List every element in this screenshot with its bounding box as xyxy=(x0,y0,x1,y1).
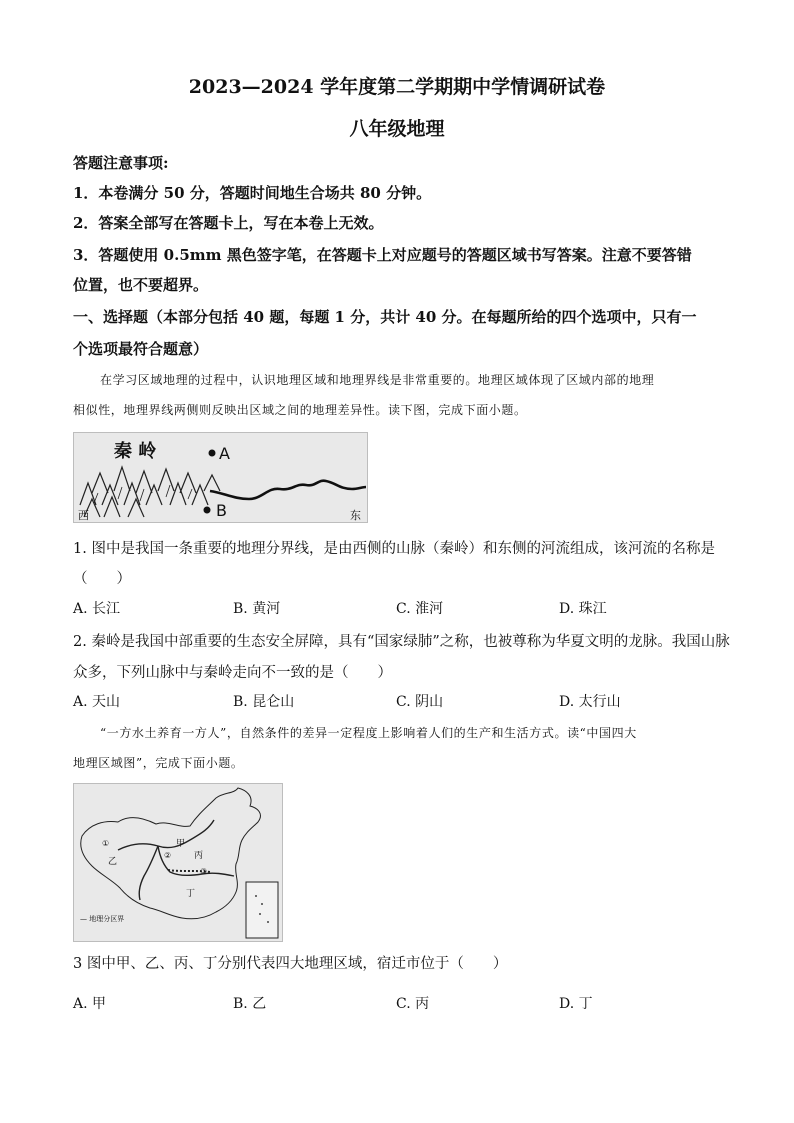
east-label: 东 xyxy=(350,509,361,522)
question-1-cont: （ ） xyxy=(73,571,131,587)
notes-heading: 答题注意事项: xyxy=(73,154,169,172)
q1-option-c: C. 淮河 xyxy=(396,601,444,617)
intro-paragraph-1: 在学习区域地理的过程中，认识地理区域和地理界线是非常重要的。地理区域体现了区域内部的地理 xyxy=(100,373,655,387)
question-2-cont: 众多，下列山脉中与秦岭走向不一致的是（ ） xyxy=(73,665,392,681)
point-b-marker xyxy=(204,507,211,514)
region-boundary-3 xyxy=(139,846,158,900)
q3-option-b: B. 乙 xyxy=(233,996,267,1012)
section-heading-cont: 个选项最符合题意） xyxy=(73,340,209,358)
note-item-2: 2．答案全部写在答题卡上，写在本卷上无效。 xyxy=(73,214,384,232)
region-boundary-1 xyxy=(118,820,214,850)
point-a-marker xyxy=(209,450,216,457)
marker-3: ③ xyxy=(200,867,208,876)
q3-option-d: D. 丁 xyxy=(559,996,593,1012)
region-bing-label: 丙 xyxy=(194,851,204,861)
q2-option-b: B. 昆仑山 xyxy=(233,694,295,710)
qinling-figure xyxy=(73,432,368,523)
intro-paragraph-2: “一方水土养育一方人”，自然条件的差异一定程度上影响着人们的生产和生活方式。读“中国四大 xyxy=(100,726,637,740)
section-heading: 一、选择题（本部分包括 40 题，每题 1 分，共计 40 分。在每题所给的四个选项中，只有一 xyxy=(73,308,697,326)
q3-option-a: A. 甲 xyxy=(73,996,107,1012)
question-3: 3 图中甲、乙、丙、丁分别代表四大地理区域，宿迁市位于（ ） xyxy=(73,956,508,972)
q1-option-d: D. 珠江 xyxy=(559,601,607,617)
q3-option-c: C. 丙 xyxy=(396,996,430,1012)
q2-option-d: D. 太行山 xyxy=(559,694,621,710)
exam-subtitle: 八年级地理 xyxy=(349,118,445,140)
river-line xyxy=(210,481,366,499)
intro-paragraph-1-cont: 相似性，地理界线两侧则反映出区域之间的地理差异性。读下图，完成下面小题。 xyxy=(73,403,527,417)
mountain-label: 秦 岭 xyxy=(114,441,157,462)
region-yi-label: 乙 xyxy=(108,857,118,867)
region-ding-label: 丁 xyxy=(186,889,196,899)
point-a-label: A xyxy=(219,444,230,463)
point-b-label: B xyxy=(216,501,227,520)
q2-option-c: C. 阴山 xyxy=(396,694,444,710)
note-item-1: 1．本卷满分 50 分，答题时间地生合场共 80 分钟。 xyxy=(73,184,432,202)
region-jia-label: 甲 xyxy=(176,839,186,849)
q2-option-a: A. 天山 xyxy=(73,694,121,710)
note-item-3: 3．答题使用 0.5mm 黑色签字笔，在答题卡上对应题号的答题区域书写答案。注意不要答错 xyxy=(73,246,692,264)
mountain-range xyxy=(80,467,220,517)
question-2: 2. 秦岭是我国中部重要的生态安全屏障，具有“国家绿肺”之称，也被尊称为华夏文明的龙脉。我国山脉 xyxy=(73,634,730,650)
marker-1: ① xyxy=(102,839,110,848)
west-label: 西 xyxy=(78,509,89,522)
south-china-sea-inset xyxy=(246,882,278,938)
marker-2: ② xyxy=(164,851,172,860)
exam-title: 2023—2024 学年度第二学期期中学情调研试卷 xyxy=(188,76,606,98)
map-legend: — 地理分区界 xyxy=(80,915,125,923)
intro-paragraph-2-cont: 地理区域图”，完成下面小题。 xyxy=(73,756,244,770)
question-1: 1. 图中是我国一条重要的地理分界线，是由西侧的山脉（秦岭）和东侧的河流组成，该河流的名称是 xyxy=(73,541,715,557)
note-item-3-cont: 位置，也不要超界。 xyxy=(73,276,209,294)
q1-option-a: A. 长江 xyxy=(73,601,121,617)
q1-option-b: B. 黄河 xyxy=(233,601,281,617)
china-regions-map xyxy=(73,783,283,942)
